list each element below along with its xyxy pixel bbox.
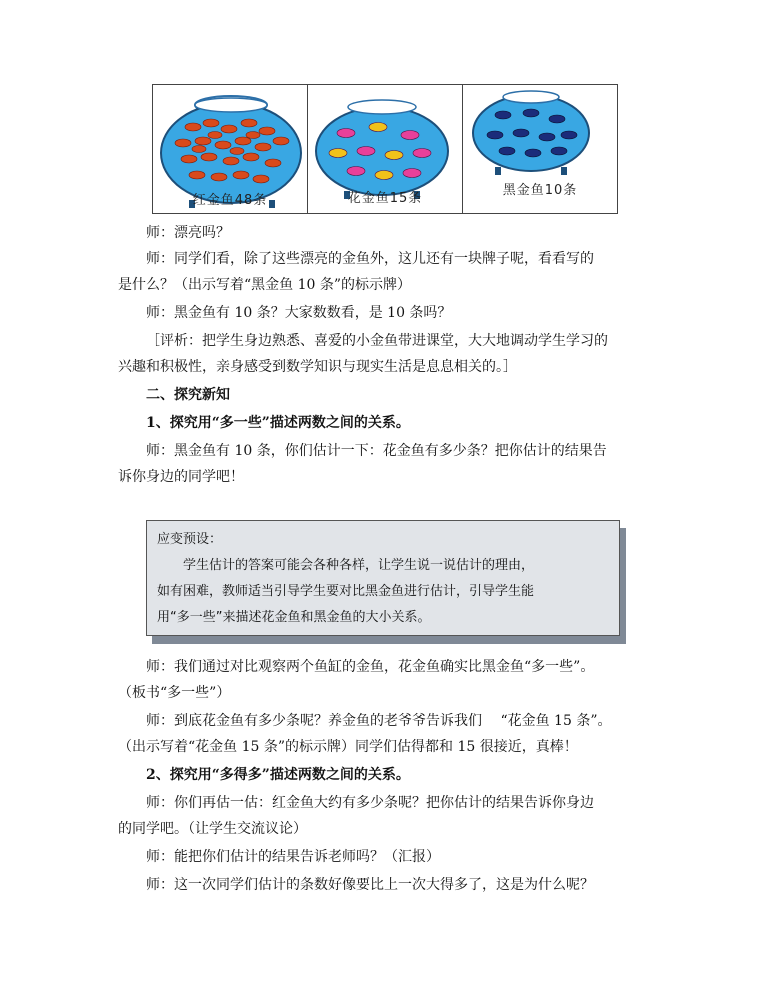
black-goldfish-panel [463, 85, 617, 213]
paragraph-line: 师：漂亮吗？ [146, 225, 230, 241]
paragraph-line: 师：黑金鱼有 10 条，你们估计一下：花金鱼有多少条？把你估计的结果告 [146, 443, 607, 459]
section-heading: 二、探究新知 [146, 387, 230, 403]
subsection-heading: 2、探究用“多得多”描述两数之间的关系。 [146, 767, 410, 783]
spotted-goldfish-label: 花金鱼15条 [347, 191, 423, 206]
paragraph-line: 诉你身边的同学吧！ [118, 469, 244, 485]
black-goldfish-label: 黑金鱼10条 [502, 183, 578, 198]
paragraph-line: 的同学吧。（让学生交流议论） [118, 821, 307, 837]
paragraph-line: 师：到底花金鱼有多少条呢？养金鱼的老爷爷告诉我们 “花金鱼 15 条”。 [146, 713, 612, 729]
note-line: 学生估计的答案可能会各种各样，让学生说一说估计的理由， [183, 558, 535, 573]
paragraph-line: 师：黑金鱼有 10 条？大家数数看，是 10 条吗？ [146, 305, 452, 321]
paragraph-line: 师：能把你们估计的结果告诉老师吗？（汇报） [146, 849, 440, 865]
commentary-line: ［评析：把学生身边熟悉、喜爱的小金鱼带进课堂，大大地调动学生学习的 [146, 333, 608, 349]
paragraph-line: 师：同学们看，除了这些漂亮的金鱼外，这儿还有一块牌子呢，看看写的 [146, 251, 594, 267]
subsection-heading: 1、探究用“多一些”描述两数之间的关系。 [146, 415, 410, 431]
spotted-goldfish-panel [308, 85, 463, 213]
paragraph-line: 师：这一次同学们估计的条数好像要比上一次大得多了，这是为什么呢？ [146, 877, 594, 893]
paragraph-line: 是什么？（出示写着“黑金鱼 10 条”的标示牌） [118, 277, 412, 293]
note-line: 如有困难，教师适当引导学生要对比黑金鱼进行估计，引导学生能 [157, 584, 535, 599]
paragraph-line: （出示写着“花金鱼 15 条”的标示牌）同学们估得都和 15 很接近，真棒！ [118, 739, 578, 755]
red-goldfish-panel [153, 85, 308, 213]
goldfish-bowls-figure [152, 84, 618, 214]
paragraph-line: （板书“多一些”） [118, 685, 231, 701]
paragraph-line: 师：你们再估一估：红金鱼大约有多少条呢？把你估计的结果告诉你身边 [146, 795, 594, 811]
paragraph-line: 师：我们通过对比观察两个鱼缸的金鱼，花金鱼确实比黑金鱼“多一些”。 [146, 659, 595, 675]
contingency-note-box [146, 520, 620, 636]
note-title: 应变预设： [157, 532, 223, 547]
note-line: 用“多一些”来描述花金鱼和黑金鱼的大小关系。 [157, 610, 431, 625]
red-goldfish-label: 红金鱼48条 [192, 193, 268, 208]
commentary-line: 兴趣和积极性，亲身感受到数学知识与现实生活是息息相关的。］ [118, 359, 517, 375]
